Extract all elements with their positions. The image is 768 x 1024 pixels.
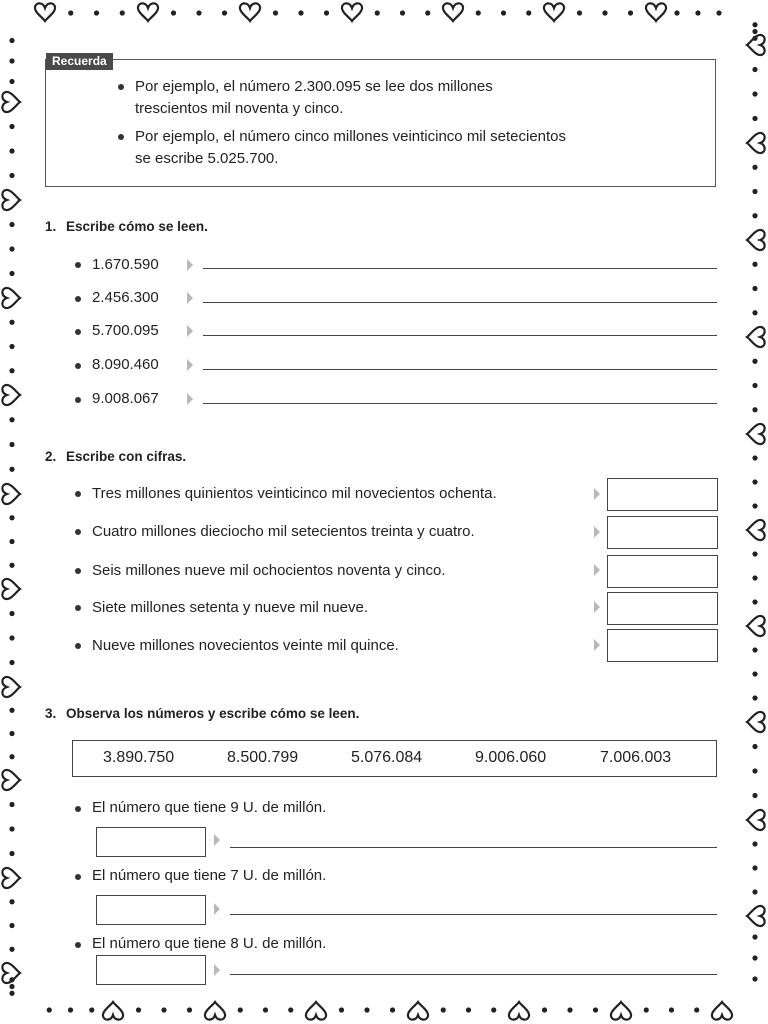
- ex3-number-box-1[interactable]: [96, 827, 206, 857]
- arrow-icon: [594, 488, 600, 500]
- border-heart-icon: [747, 906, 765, 926]
- ex3-number-box-2[interactable]: [96, 895, 206, 925]
- ex3-question-3: El número que tiene 8 U. de millón.: [92, 935, 327, 952]
- arrow-icon: [594, 639, 600, 651]
- border-dot: [136, 1007, 141, 1012]
- border-dot: [47, 1007, 52, 1012]
- border-dot: [9, 660, 14, 665]
- bullet: [75, 806, 81, 812]
- border-dot: [94, 10, 99, 15]
- border-dot: [542, 1007, 547, 1012]
- bullet: [75, 491, 81, 497]
- ex3-number-3: 5.076.084: [351, 749, 423, 766]
- exercise-3-title: Observa los números y escribe cómo se leen.: [66, 706, 360, 721]
- bullet: [75, 329, 81, 335]
- border-dot: [9, 222, 14, 227]
- border-dot: [752, 976, 757, 981]
- ex1-answer-line-4[interactable]: [203, 369, 717, 370]
- border-dot: [752, 67, 757, 72]
- border-dot: [752, 29, 757, 34]
- border-dot: [9, 991, 14, 996]
- border-dot: [752, 503, 757, 508]
- exercise-1-number: 1.: [45, 219, 57, 234]
- border-dot: [222, 10, 227, 15]
- border-heart-icon: [2, 385, 20, 405]
- border-heart-icon: [2, 677, 20, 697]
- border-dot: [9, 754, 14, 759]
- ex1-answer-line-3[interactable]: [203, 335, 717, 336]
- arrow-icon: [214, 903, 220, 915]
- border-heart-icon: [35, 3, 55, 21]
- exercise-2-number: 2.: [45, 449, 57, 464]
- border-dot: [9, 708, 14, 713]
- border-heart-icon: [2, 288, 20, 308]
- border-heart-icon: [747, 230, 765, 250]
- arrow-icon: [594, 601, 600, 613]
- ex2-answer-box-4[interactable]: [607, 592, 718, 625]
- border-heart-icon: [509, 1002, 529, 1020]
- border-dot: [9, 826, 14, 831]
- border-dot: [196, 10, 201, 15]
- border-dot: [9, 947, 14, 952]
- border-dot: [187, 1007, 192, 1012]
- border-dot: [476, 10, 481, 15]
- border-heart-icon: [103, 1002, 123, 1020]
- border-dot: [752, 116, 757, 121]
- border-heart-icon: [747, 424, 765, 444]
- border-dot: [567, 1007, 572, 1012]
- border-dot: [593, 1007, 598, 1012]
- recuerda-item-1-line1: Por ejemplo, el número 2.300.095 se lee dos millones: [135, 78, 493, 95]
- arrow-icon: [187, 259, 193, 271]
- exercise-3-number: 3.: [45, 706, 57, 721]
- ex1-number-5: 9.008.067: [92, 390, 159, 407]
- bullet: [75, 262, 81, 268]
- border-heart-icon: [747, 327, 765, 347]
- border-dot: [298, 10, 303, 15]
- border-dot: [171, 10, 176, 15]
- arrow-icon: [214, 964, 220, 976]
- border-dot: [752, 551, 757, 556]
- recuerda-item-2-line1: Por ejemplo, el número cinco millones veinticinco mil setecientos: [135, 128, 567, 145]
- border-dot: [526, 10, 531, 15]
- arrow-icon: [594, 526, 600, 538]
- border-dot: [339, 1007, 344, 1012]
- border-dot: [752, 695, 757, 700]
- bullet: [75, 397, 81, 403]
- border-heart-icon: [2, 92, 20, 112]
- border-dot: [9, 977, 14, 982]
- bullet: [75, 605, 81, 611]
- ex1-number-2: 2.456.300: [92, 289, 159, 306]
- border-dot: [752, 865, 757, 870]
- ex3-answer-line-2[interactable]: [230, 914, 717, 915]
- border-dot: [324, 10, 329, 15]
- border-dot: [9, 899, 14, 904]
- bullet: [118, 84, 124, 90]
- border-dot: [273, 10, 278, 15]
- border-dot: [9, 731, 14, 736]
- border-dot: [466, 1007, 471, 1012]
- ex2-phrase-5: Nueve millones novecientos veinte mil quince.: [92, 637, 399, 654]
- ex3-question-2: El número que tiene 7 U. de millón.: [92, 867, 327, 884]
- border-dot: [752, 165, 757, 170]
- border-heart-icon: [205, 1002, 225, 1020]
- ex3-number-2: 8.500.799: [227, 749, 299, 766]
- ex2-phrase-2: Cuatro millones dieciocho mil setecientos treinta y cuatro.: [92, 523, 475, 540]
- ex3-question-1: El número que tiene 9 U. de millón.: [92, 799, 327, 816]
- border-dot: [68, 10, 73, 15]
- border-dot: [669, 1007, 674, 1012]
- recuerda-item-2-line2: se escribe 5.025.700.: [135, 150, 279, 167]
- border-dot: [364, 1007, 369, 1012]
- arrow-icon: [214, 834, 220, 846]
- bullet: [118, 134, 124, 140]
- border-heart-icon: [747, 520, 765, 540]
- ex2-answer-box-1[interactable]: [607, 478, 718, 511]
- border-dot: [752, 647, 757, 652]
- border-dot: [491, 1007, 496, 1012]
- border-dot: [752, 213, 757, 218]
- border-dot: [9, 79, 14, 84]
- exercise-3-heading: [45, 706, 359, 721]
- border-heart-icon: [747, 810, 765, 830]
- border-heart-icon: [747, 712, 765, 732]
- border-dot: [9, 148, 14, 153]
- bullet: [75, 568, 81, 574]
- arrow-icon: [594, 564, 600, 576]
- border-dot: [9, 442, 14, 447]
- border-heart-icon: [646, 3, 666, 21]
- border-dot: [752, 768, 757, 773]
- border-dot: [752, 479, 757, 484]
- border-dot: [752, 744, 757, 749]
- bullet: [75, 942, 81, 948]
- border-dot: [9, 368, 14, 373]
- ex1-answer-line-2[interactable]: [203, 302, 717, 303]
- border-dot: [752, 407, 757, 412]
- border-dot: [161, 1007, 166, 1012]
- border-heart-icon: [2, 190, 20, 210]
- border-dot: [752, 955, 757, 960]
- border-dot: [9, 515, 14, 520]
- recuerda-tag: Recuerda: [46, 53, 113, 70]
- border-dot: [9, 58, 14, 63]
- border-dot: [752, 383, 757, 388]
- border-dot: [238, 1007, 243, 1012]
- border-dot: [752, 599, 757, 604]
- border-dot: [9, 539, 14, 544]
- border-dot: [752, 91, 757, 96]
- border-dot: [9, 923, 14, 928]
- border-dot: [9, 320, 14, 325]
- bullet: [75, 296, 81, 302]
- border-dot: [390, 1007, 395, 1012]
- ex2-phrase-3: Seis millones nueve mil ochocientos noventa y cinco.: [92, 562, 446, 579]
- border-dot: [695, 10, 700, 15]
- border-heart-icon: [2, 484, 20, 504]
- border-heart-icon: [443, 3, 463, 21]
- border-heart-icon: [2, 770, 20, 790]
- ex3-number-box-3[interactable]: [96, 955, 206, 985]
- border-heart-icon: [240, 3, 260, 21]
- exercise-1-title: Escribe cómo se leen.: [66, 219, 208, 234]
- bullet: [75, 874, 81, 880]
- arrow-icon: [187, 393, 193, 405]
- border-dot: [752, 793, 757, 798]
- border-dot: [752, 22, 757, 27]
- border-dot: [501, 10, 506, 15]
- border-dot: [9, 344, 14, 349]
- ex3-answer-line-3[interactable]: [230, 974, 717, 975]
- arrow-icon: [187, 359, 193, 371]
- bullet: [75, 363, 81, 369]
- border-dot: [9, 802, 14, 807]
- border-heart-icon: [747, 616, 765, 636]
- border-dot: [441, 1007, 446, 1012]
- border-dot: [752, 310, 757, 315]
- ex2-phrase-4: Siete millones setenta y nueve mil nueve.: [92, 599, 368, 616]
- border-heart-icon: [712, 1002, 732, 1020]
- arrow-icon: [187, 325, 193, 337]
- ex1-number-3: 5.700.095: [92, 322, 159, 339]
- ex2-phrase-1: Tres millones quinientos veinticinco mil novecientos ochenta.: [92, 485, 497, 502]
- border-dot: [602, 10, 607, 15]
- border-dot: [752, 841, 757, 846]
- border-heart-icon: [138, 3, 158, 21]
- bullet: [75, 529, 81, 535]
- bullet: [75, 643, 81, 649]
- exercise-2-title: Escribe con cifras.: [66, 449, 187, 464]
- border-heart-icon: [2, 579, 20, 599]
- border-dot: [9, 563, 14, 568]
- border-heart-icon: [2, 868, 20, 888]
- border-dot: [752, 359, 757, 364]
- border-dot: [425, 10, 430, 15]
- border-dot: [120, 10, 125, 15]
- border-dot: [752, 671, 757, 676]
- border-dot: [375, 10, 380, 15]
- border-dot: [716, 10, 721, 15]
- border-dot: [263, 1007, 268, 1012]
- border-dot: [9, 271, 14, 276]
- ex1-answer-line-1[interactable]: [203, 268, 717, 269]
- border-dot: [400, 10, 405, 15]
- border-dot: [752, 575, 757, 580]
- border-heart-icon: [544, 3, 564, 21]
- border-heart-icon: [611, 1002, 631, 1020]
- border-dot: [628, 10, 633, 15]
- border-dot: [9, 417, 14, 422]
- border-dot: [9, 124, 14, 129]
- ex2-answer-box-3[interactable]: [607, 555, 718, 588]
- border-dot: [752, 189, 757, 194]
- border-dot: [752, 36, 757, 41]
- border-heart-icon: [747, 133, 765, 153]
- border-dot: [9, 611, 14, 616]
- border-dot: [694, 1007, 699, 1012]
- exercise-2-heading: [45, 449, 186, 464]
- border-dot: [89, 1007, 94, 1012]
- ex3-answer-line-1[interactable]: [230, 847, 717, 848]
- border-dot: [68, 1007, 73, 1012]
- arrow-icon: [187, 292, 193, 304]
- ex3-number-5: 7.006.003: [600, 749, 672, 766]
- ex1-answer-line-5[interactable]: [203, 403, 717, 404]
- border-dot: [9, 635, 14, 640]
- recuerda-item-1-line2: trescientos mil noventa y cinco.: [135, 100, 344, 117]
- ex1-number-4: 8.090.460: [92, 356, 159, 373]
- border-dot: [752, 889, 757, 894]
- border-heart-icon: [342, 3, 362, 21]
- border-dot: [288, 1007, 293, 1012]
- border-dot: [9, 173, 14, 178]
- ex3-number-4: 9.006.060: [475, 749, 547, 766]
- ex1-number-1: 1.670.590: [92, 256, 159, 273]
- border-dot: [9, 38, 14, 43]
- exercise-1-heading: [45, 219, 208, 234]
- ex3-number-1: 3.890.750: [103, 749, 175, 766]
- border-heart-icon: [306, 1002, 326, 1020]
- ex2-answer-box-2[interactable]: [607, 516, 718, 549]
- border-dot: [9, 984, 14, 989]
- ex2-answer-box-5[interactable]: [607, 629, 718, 662]
- border-dot: [644, 1007, 649, 1012]
- border-dot: [9, 851, 14, 856]
- border-dot: [674, 10, 679, 15]
- border-dot: [752, 262, 757, 267]
- border-dot: [577, 10, 582, 15]
- border-dot: [752, 934, 757, 939]
- border-dot: [9, 467, 14, 472]
- border-dot: [9, 246, 14, 251]
- border-dot: [752, 286, 757, 291]
- border-dot: [752, 455, 757, 460]
- border-heart-icon: [408, 1002, 428, 1020]
